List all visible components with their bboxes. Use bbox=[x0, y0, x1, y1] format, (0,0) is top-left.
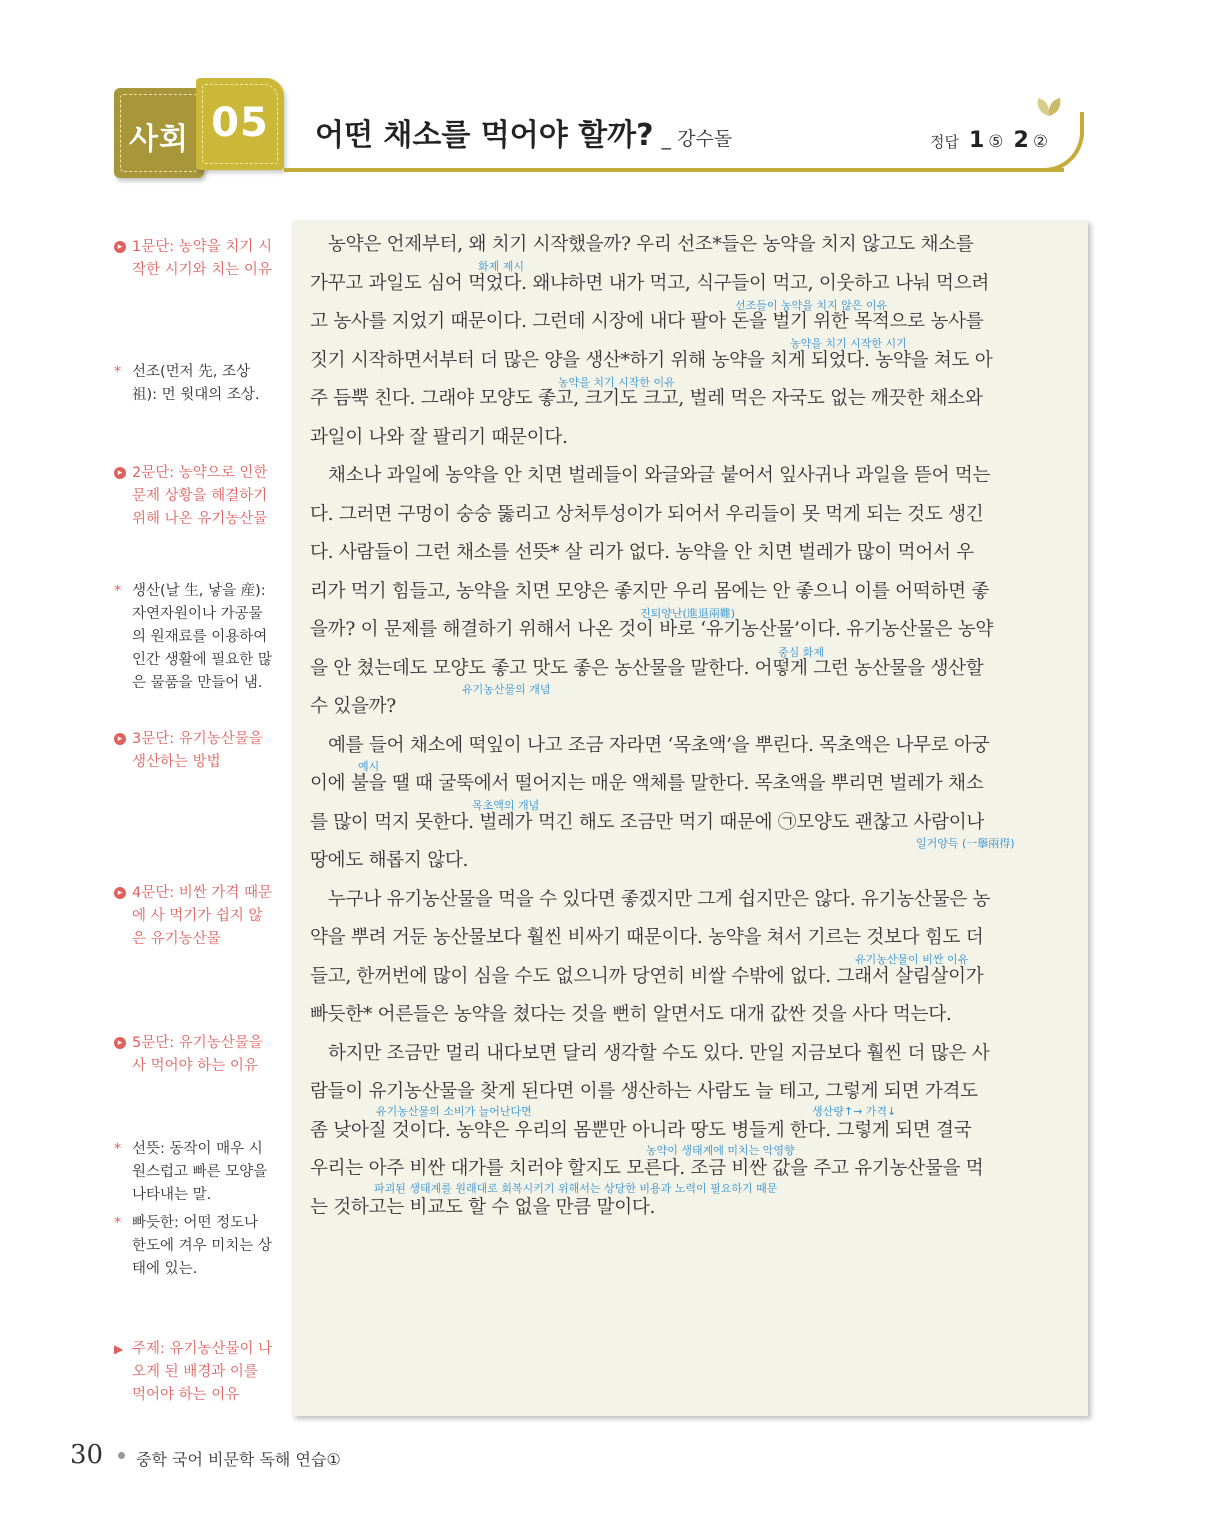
passage-line: 빠듯한* 어른들은 농약을 쳤다는 것을 뻔히 알면서도 대개 값싼 것을 사다 먹는다. bbox=[310, 1004, 952, 1025]
annotation: 예시 bbox=[358, 760, 380, 773]
answer-2-num: 2 bbox=[1013, 128, 1029, 153]
passage-line: 이에 불을 땔 때 굴뚝에서 떨어지는 매운 액체를 말한다. 목초액을 뿌리면 벌레가 채소 bbox=[310, 773, 984, 794]
subject-badge bbox=[114, 88, 204, 178]
annotation: 유기농산물의 소비가 늘어난다면 bbox=[376, 1105, 532, 1118]
passage-line: 좀 낮아질 것이다. 농약은 우리의 몸뿐만 아니라 땅도 병들게 한다. 그렇게 되면 결국 bbox=[310, 1119, 972, 1141]
sidebar-note-para1: ▸ 1문단: 농약을 치기 시작한 시기와 치는 이유 bbox=[114, 236, 274, 282]
answer-1-num: 1 bbox=[968, 128, 985, 153]
arrow-bullet-icon: ▸ bbox=[114, 1037, 126, 1049]
page-title bbox=[315, 110, 732, 154]
passage-line: 를 많이 먹지 못한다. 벌레가 먹긴 해도 조금만 먹기 때문에 ㉠모양도 괜찮고 사람이나 bbox=[310, 811, 985, 833]
arrow-bullet-icon: ▸ bbox=[114, 467, 126, 479]
sidebar-note-para5: ▸ 5문단: 유기농산물을 사 먹어야 하는 이유 bbox=[114, 1032, 274, 1078]
sidebar-gloss-seontteut: * 선뜻: 동작이 매우 시원스럽고 빠른 모양을 나타내는 말. bbox=[114, 1138, 274, 1207]
annotation: 유기농산물이 비싼 이유 bbox=[855, 953, 969, 966]
annotation: 농약을 치기 시작한 시기 bbox=[790, 337, 907, 350]
sidebar-gloss-saengsan: * 생산(날 生, 낳을 産): 자연자원이나 가공물의 원재료를 이용하여 인간 생활에 필요한 많은 물품을 만들어 냄. bbox=[114, 580, 274, 695]
annotation: 선조들이 농약을 치지 않은 이유 bbox=[735, 299, 888, 312]
annotation: 일거양득 (一擧兩得) bbox=[916, 837, 1015, 850]
lesson-number: 05 bbox=[211, 100, 269, 146]
sidebar-theme: ▶ 주제: 유기농산물이 나오게 된 배경과 이를 먹어야 하는 이유 bbox=[114, 1338, 274, 1407]
passage-line: 주 듬뿍 친다. 그래야 모양도 좋고, 크기도 크고, 벌레 먹은 자국도 없는 깨끗한 채소와 bbox=[310, 388, 983, 409]
arrow-bullet-icon: ▸ bbox=[114, 241, 126, 253]
passage-line: 수 있을까? bbox=[310, 696, 396, 717]
subject-label: 사회 bbox=[129, 122, 189, 157]
passage-line: 우리는 아주 비싼 대가를 치러야 할지도 모른다. 조금 비싼 값을 주고 유기농산물을 먹 bbox=[310, 1158, 984, 1179]
annotation: 중심 화제 bbox=[778, 646, 825, 659]
title-text: 어떤 채소를 먹어야 할까? bbox=[315, 118, 654, 153]
annotation: 파괴된 생태계를 원래대로 회복시키기 위해서는 상당한 비용과 노력이 필요하기 때문 bbox=[374, 1182, 778, 1195]
triangle-bullet-icon: ▶ bbox=[114, 1342, 124, 1356]
passage-line: 는 것하고는 비교도 할 수 없을 만큼 말이다. bbox=[310, 1196, 656, 1218]
asterisk-icon: * bbox=[114, 364, 122, 380]
sidebar-note-para4: ▸ 4문단: 비싼 가격 때문에 사 먹기가 쉽지 않은 유기농산물 bbox=[114, 882, 274, 951]
passage-line: 람들이 유기농산물을 찾게 된다면 이를 생산하는 사람도 늘 테고, 그렇게 되면 가격도 bbox=[310, 1081, 978, 1102]
annotation: 진퇴양난(進退兩難) bbox=[640, 607, 736, 620]
sidebar-note-para3: ▸ 3문단: 유기농산물을 생산하는 방법 bbox=[114, 728, 274, 774]
sidebar-gloss-seonjo: * 선조(먼저 先, 조상 祖): 먼 윗대의 조상. bbox=[114, 361, 274, 407]
passage-line: 리가 먹기 힘들고, 농약을 치면 모양은 좋지만 우리 몸에는 안 좋으니 이를 어떡하면 좋 bbox=[310, 580, 990, 602]
answer-1-mark: ⑤ bbox=[988, 132, 1004, 152]
passage-line: 예를 들어 채소에 떡잎이 나고 조금 자라면 ‘목초액’을 뿌린다. 목초액은 나무로 아궁 bbox=[328, 734, 990, 756]
passage-line: 누구나 유기농산물을 먹을 수 있다면 좋겠지만 그게 쉽지만은 않다. 유기농산물은 농 bbox=[328, 888, 991, 910]
passage-line: 하지만 조금만 멀리 내다보면 달리 생각할 수도 있다. 만일 지금보다 훨씬 더 많은 사 bbox=[328, 1042, 990, 1064]
sidebar-note-para2: ▸ 2문단: 농약으로 인한 문제 상황을 해결하기 위해 나온 유기농산물 bbox=[114, 462, 274, 531]
asterisk-icon: * bbox=[114, 1141, 122, 1157]
passage-line: 농약은 언제부터, 왜 치기 시작했을까? 우리 선조*들은 농약을 치지 않고도 채소를 bbox=[328, 234, 974, 255]
passage-line: 약을 뿌려 거둔 농산물보다 훨씬 비싸기 때문이다. 농약을 쳐서 기르는 것보다 힘도 더 bbox=[310, 927, 984, 948]
passage-line: 을 안 쳤는데도 모양도 좋고 맛도 좋은 농산물을 말한다. 어떻게 그런 농산물을 생산할 bbox=[310, 657, 984, 679]
answer-2-mark: ② bbox=[1032, 132, 1049, 152]
sidebar-gloss-ppadeut: * 빠듯한: 어떤 정도나 한도에 겨우 미치는 상태에 있는. bbox=[114, 1212, 274, 1281]
annotation: 화제 제시 bbox=[478, 260, 525, 273]
annotation: 목초액의 개념 bbox=[472, 799, 540, 812]
book-title: 중학 국어 비문학 독해 연습① bbox=[136, 1450, 341, 1469]
header-rule bbox=[284, 168, 1064, 172]
leaf-icon bbox=[1032, 96, 1066, 118]
annotation: 농약이 생태계에 미치는 악영향 bbox=[646, 1144, 795, 1157]
annotation: 유기농산물의 개념 bbox=[462, 683, 551, 696]
passage-line: 짓기 시작하면서부터 더 많은 양을 생산*하기 위해 농약을 치게 되었다. 농약을 쳐도 아 bbox=[310, 349, 993, 371]
answer-label: 정답 bbox=[930, 133, 959, 151]
annotation: 생산량↑→ 가격↓ bbox=[812, 1105, 897, 1118]
answer-key bbox=[930, 128, 1048, 153]
passage-line: 과일이 나와 잘 팔리기 때문이다. bbox=[310, 426, 568, 448]
arrow-bullet-icon: ▸ bbox=[114, 887, 126, 899]
passage-line: 을까? 이 문제를 해결하기 위해서 나온 것이 바로 ‘유기농산물’이다. 유기농산물은 농약 bbox=[310, 619, 994, 640]
passage-line: 가꾸고 과일도 심어 먹었다. 왜냐하면 내가 먹고, 식구들이 먹고, 이웃하고 나눠 먹으려 bbox=[310, 272, 990, 294]
passage-line: 다. 사람들이 그런 채소를 선뜻* 살 리가 없다. 농약을 안 치면 벌레가 많이 먹어서 우 bbox=[310, 542, 974, 563]
passage-line: 고 농사를 지었기 때문이다. 그런데 시장에 내다 팔아 돈을 벌기 위한 목적으로 농사를 bbox=[310, 311, 984, 332]
page-number: 30 bbox=[70, 1440, 104, 1470]
passage-line: 다. 그러면 구멍이 숭숭 뚫리고 상처투성이가 되어서 우리들이 못 먹게 되는 것도 생긴 bbox=[310, 503, 984, 525]
lesson-number-badge bbox=[196, 78, 284, 170]
passage-line: 채소나 과일에 농약을 안 치면 벌레들이 와글와글 붙어서 잎사귀나 과일을 뜯어 먹는 bbox=[328, 465, 991, 486]
bullet-dot-icon bbox=[118, 1452, 125, 1459]
annotation: 농약을 치기 시작한 이유 bbox=[558, 376, 675, 389]
passage-line: 땅에도 해롭지 않다. bbox=[310, 850, 469, 871]
asterisk-icon: * bbox=[114, 583, 122, 599]
author: _ 강수돌 bbox=[661, 128, 733, 150]
passage-line: 들고, 한꺼번에 많이 심을 수도 없으니까 당연히 비쌀 수밖에 없다. 그래서 살림살이가 bbox=[310, 965, 984, 987]
arrow-bullet-icon: ▸ bbox=[114, 733, 126, 745]
passage bbox=[310, 226, 1070, 1227]
asterisk-icon: * bbox=[114, 1215, 122, 1231]
